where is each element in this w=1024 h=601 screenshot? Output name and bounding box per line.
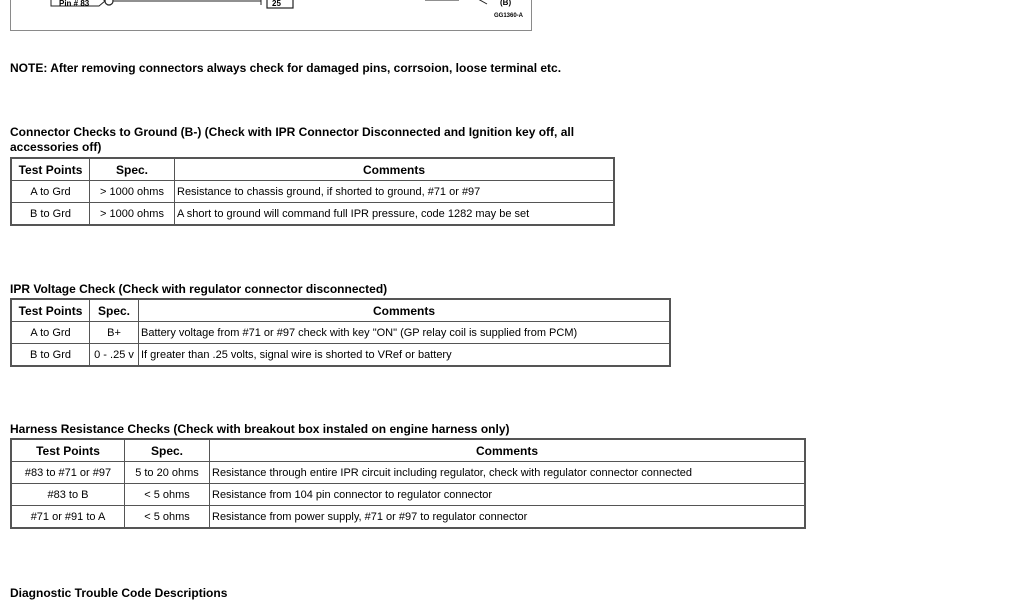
column-header: Test Points (11, 299, 90, 322)
test-point-cell: #83 to B (11, 484, 125, 506)
comment-cell: A short to ground will command full IPR pressure, code 1282 may be set (175, 203, 615, 226)
ground-checks-heading-line1: Connector Checks to Ground (B-) (Check with IPR Connector Disconnected and Ignition key off, all (10, 125, 575, 139)
table-row (11, 506, 805, 529)
column-header: Test Points (11, 439, 125, 462)
spec-cell: 5 to 20 ohms (125, 462, 210, 484)
column-header: Comments (175, 158, 615, 181)
pin-label: Pin # 83 (59, 0, 90, 8)
test-point-cell: A to Grd (11, 322, 90, 344)
harness-checks-table (10, 438, 806, 529)
comment-cell: Resistance to chassis ground, if shorted to ground, #71 or #97 (175, 181, 615, 203)
column-header: Test Points (11, 158, 90, 181)
column-header: Comments (210, 439, 806, 462)
test-point-cell: #83 to #71 or #97 (11, 462, 125, 484)
dtc-descriptions-heading: Diagnostic Trouble Code Descriptions (10, 586, 228, 600)
test-point-cell: B to Grd (11, 203, 90, 226)
table-row (11, 203, 614, 226)
test-point-cell: B to Grd (11, 344, 90, 367)
column-header: Spec. (90, 299, 139, 322)
note-text: NOTE: After removing connectors always check for damaged pins, corrsoion, loose terminal etc. (10, 61, 562, 75)
table-row (11, 484, 805, 506)
spec-cell: > 1000 ohms (90, 203, 175, 226)
table-row (11, 181, 614, 203)
comment-cell: If greater than .25 volts, signal wire is shorted to VRef or battery (139, 344, 671, 367)
comment-cell: Battery voltage from #71 or #97 check with key "ON" (GP relay coil is supplied from PCM) (139, 322, 671, 344)
spec-cell: > 1000 ohms (90, 181, 175, 203)
voltage-check-table (10, 298, 671, 367)
spec-cell: < 5 ohms (125, 484, 210, 506)
wiring-diagram (10, 0, 532, 31)
column-header: Spec. (90, 158, 175, 181)
ground-checks-heading (10, 125, 574, 155)
table-row (11, 322, 670, 344)
column-header: Spec. (125, 439, 210, 462)
comment-cell: Resistance from 104 pin connector to regulator connector (210, 484, 806, 506)
spec-cell: B+ (90, 322, 139, 344)
box-number: 25 (272, 0, 281, 8)
test-point-cell: A to Grd (11, 181, 90, 203)
figure-id: GG1360-A (494, 13, 524, 19)
comment-cell: Resistance from power supply, #71 or #97 to regulator connector (210, 506, 806, 529)
comment-cell: Resistance through entire IPR circuit including regulator, check with regulator connector connected (210, 462, 806, 484)
voltage-check-heading: IPR Voltage Check (Check with regulator connector disconnected) (10, 282, 388, 296)
table-row (11, 344, 670, 367)
table-row (11, 462, 805, 484)
table-header-row (11, 158, 614, 181)
spec-cell: < 5 ohms (125, 506, 210, 529)
test-point-cell: #71 or #91 to A (11, 506, 125, 529)
ground-checks-table (10, 157, 615, 226)
column-header: Comments (139, 299, 671, 322)
table-header-row (11, 439, 805, 462)
table-header-row (11, 299, 670, 322)
connector-label: (B) (500, 0, 512, 7)
spec-cell: 0 - .25 v (90, 344, 139, 367)
harness-checks-heading: Harness Resistance Checks (Check with breakout box instaled on engine harness only) (10, 422, 510, 436)
ground-checks-heading-line2: accessories off) (10, 140, 102, 154)
